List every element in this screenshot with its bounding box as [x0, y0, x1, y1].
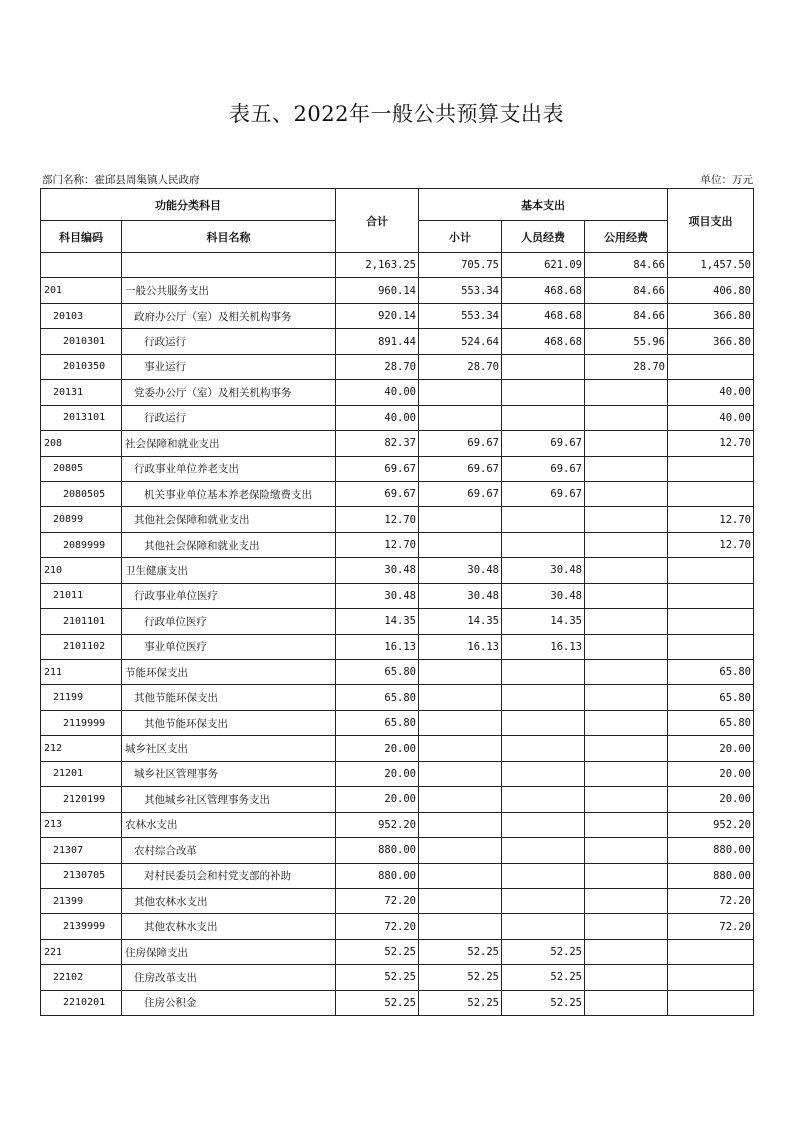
table-row: [41, 685, 754, 710]
cell-personnel: [502, 380, 585, 405]
cell-name: 机关事业单位基本养老保险缴费支出: [122, 481, 336, 506]
cell-project: 65.80: [668, 710, 754, 735]
cell-personnel: [502, 761, 585, 786]
cell-total: 52.25: [336, 939, 419, 964]
cell-personnel: 30.48: [502, 558, 585, 583]
cell-subtotal: 553.34: [419, 278, 502, 303]
cell-name: 其他农林水支出: [122, 914, 336, 939]
cell-public: 84.66: [585, 303, 668, 328]
cell-code: 201: [41, 278, 122, 303]
cell-name: 住房保障支出: [122, 939, 336, 964]
cell-name: 事业运行: [122, 354, 336, 379]
cell-total: 880.00: [336, 838, 419, 863]
table-row: [41, 990, 754, 1015]
cell-code: 2101101: [41, 609, 122, 634]
cell-total: 40.00: [336, 405, 419, 430]
cell-subtotal: [419, 888, 502, 913]
budget-table: [40, 188, 754, 1016]
cell-name: 其他节能环保支出: [122, 685, 336, 710]
table-row: [41, 507, 754, 532]
cell-personnel: 69.67: [502, 456, 585, 481]
cell-subtotal: [419, 812, 502, 837]
cell-name: 其他节能环保支出: [122, 710, 336, 735]
cell-project: 40.00: [668, 380, 754, 405]
cell-subtotal: 28.70: [419, 354, 502, 379]
cell-subtotal: [419, 380, 502, 405]
cell-public: [585, 812, 668, 837]
cell-personnel: [502, 354, 585, 379]
cell-subtotal: [419, 736, 502, 761]
cell-name: 卫生健康支出: [122, 558, 336, 583]
cell-project: [668, 634, 754, 659]
cell-total: 52.25: [336, 990, 419, 1015]
cell-project: 12.70: [668, 431, 754, 456]
cell-public: [585, 558, 668, 583]
cell-public: [585, 736, 668, 761]
cell-subtotal: 52.25: [419, 965, 502, 990]
cell-name: 住房公积金: [122, 990, 336, 1015]
cell-code: 21199: [41, 685, 122, 710]
cell-personnel: 52.25: [502, 990, 585, 1015]
cell-name: 社会保障和就业支出: [122, 431, 336, 456]
cell-public: [585, 888, 668, 913]
cell-code: 208: [41, 431, 122, 456]
cell-public: [585, 380, 668, 405]
department-name: 部门名称：霍邱县周集镇人民政府: [42, 174, 200, 186]
cell-code: 20131: [41, 380, 122, 405]
cell-personnel: 14.35: [502, 609, 585, 634]
table-row: [41, 965, 754, 990]
cell-personnel: [502, 812, 585, 837]
cell-name: 一般公共服务支出: [122, 278, 336, 303]
cell-total: 65.80: [336, 685, 419, 710]
cell-public: [585, 481, 668, 506]
cell-total: 891.44: [336, 329, 419, 354]
header-subtotal: 小计: [419, 221, 502, 253]
cell-personnel: 16.13: [502, 634, 585, 659]
table-row: [41, 863, 754, 888]
cell-code: 21011: [41, 583, 122, 608]
cell-total: 65.80: [336, 660, 419, 685]
cell-personnel: 468.68: [502, 278, 585, 303]
cell-name: 行政单位医疗: [122, 609, 336, 634]
cell-name: 农林水支出: [122, 812, 336, 837]
table-row: [41, 354, 754, 379]
cell-code: 20899: [41, 507, 122, 532]
cell-total: 52.25: [336, 965, 419, 990]
header-basic: 基本支出: [419, 189, 668, 221]
cell-total: 20.00: [336, 761, 419, 786]
cell-code: 2120199: [41, 787, 122, 812]
table-row: [41, 278, 754, 303]
cell-project: [668, 939, 754, 964]
cell-total: 960.14: [336, 278, 419, 303]
cell-code: 2010350: [41, 354, 122, 379]
unit-label: 单位：万元: [700, 174, 753, 186]
cell-project: 880.00: [668, 863, 754, 888]
cell-personnel: [502, 685, 585, 710]
cell-personnel: [502, 660, 585, 685]
cell-personnel: [502, 405, 585, 430]
cell-code: 21201: [41, 761, 122, 786]
cell-name: 行政运行: [122, 405, 336, 430]
cell-code: 20103: [41, 303, 122, 328]
cell-name: 住房改革支出: [122, 965, 336, 990]
cell-code: 211: [41, 660, 122, 685]
cell-total: 72.20: [336, 914, 419, 939]
cell-personnel: [502, 863, 585, 888]
cell-code: 22102: [41, 965, 122, 990]
cell-project: 366.80: [668, 303, 754, 328]
table-row: [41, 939, 754, 964]
cell-name: [122, 253, 336, 278]
cell-project: 40.00: [668, 405, 754, 430]
cell-code: 2210201: [41, 990, 122, 1015]
cell-subtotal: 16.13: [419, 634, 502, 659]
cell-public: [585, 990, 668, 1015]
cell-name: 其他社会保障和就业支出: [122, 507, 336, 532]
cell-code: 21307: [41, 838, 122, 863]
cell-project: 12.70: [668, 532, 754, 557]
cell-subtotal: 69.67: [419, 431, 502, 456]
cell-project: [668, 456, 754, 481]
table-row: [41, 532, 754, 557]
cell-project: [668, 965, 754, 990]
cell-name: 党委办公厅（室）及相关机构事务: [122, 380, 336, 405]
cell-name: 城乡社区支出: [122, 736, 336, 761]
header-public: 公用经费: [585, 221, 668, 253]
cell-personnel: [502, 888, 585, 913]
cell-project: 65.80: [668, 660, 754, 685]
cell-subtotal: [419, 914, 502, 939]
header-project: 项目支出: [668, 189, 754, 253]
cell-total: 82.37: [336, 431, 419, 456]
cell-total: 69.67: [336, 456, 419, 481]
table-row: [41, 405, 754, 430]
cell-name: 行政运行: [122, 329, 336, 354]
header-personnel: 人员经费: [502, 221, 585, 253]
table-row: [41, 609, 754, 634]
cell-public: 55.96: [585, 329, 668, 354]
cell-code: 213: [41, 812, 122, 837]
cell-public: [585, 787, 668, 812]
cell-personnel: 69.67: [502, 431, 585, 456]
cell-subtotal: [419, 507, 502, 532]
cell-public: [585, 507, 668, 532]
cell-code: 2080505: [41, 481, 122, 506]
cell-project: 12.70: [668, 507, 754, 532]
cell-subtotal: [419, 863, 502, 888]
cell-project: [668, 481, 754, 506]
report-meta: [42, 172, 753, 188]
cell-name: 行政事业单位医疗: [122, 583, 336, 608]
cell-name: 政府办公厅（室）及相关机构事务: [122, 303, 336, 328]
cell-subtotal: 52.25: [419, 990, 502, 1015]
cell-total: 12.70: [336, 532, 419, 557]
cell-total: 30.48: [336, 558, 419, 583]
cell-code: 21399: [41, 888, 122, 913]
cell-name: 对村民委员会和村党支部的补助: [122, 863, 336, 888]
cell-subtotal: 14.35: [419, 609, 502, 634]
cell-total: 65.80: [336, 710, 419, 735]
cell-code: 2139999: [41, 914, 122, 939]
table-body: [41, 253, 754, 1016]
table-header: [41, 189, 754, 253]
cell-code: 2119999: [41, 710, 122, 735]
cell-name: 节能环保支出: [122, 660, 336, 685]
cell-name: 行政事业单位养老支出: [122, 456, 336, 481]
cell-personnel: 69.67: [502, 481, 585, 506]
cell-public: [585, 583, 668, 608]
cell-code: 210: [41, 558, 122, 583]
table-row: [41, 380, 754, 405]
table-row: [41, 303, 754, 328]
table-row: [41, 710, 754, 735]
cell-subtotal: [419, 532, 502, 557]
cell-total: 20.00: [336, 736, 419, 761]
cell-total: 952.20: [336, 812, 419, 837]
cell-code: 2013101: [41, 405, 122, 430]
cell-personnel: 468.68: [502, 303, 585, 328]
cell-project: 72.20: [668, 888, 754, 913]
cell-total: 20.00: [336, 787, 419, 812]
cell-code: 20805: [41, 456, 122, 481]
cell-public: [585, 710, 668, 735]
cell-total: 2,163.25: [336, 253, 419, 278]
table-row: [41, 634, 754, 659]
cell-subtotal: [419, 761, 502, 786]
cell-public: [585, 532, 668, 557]
cell-subtotal: 52.25: [419, 939, 502, 964]
cell-public: 28.70: [585, 354, 668, 379]
cell-subtotal: [419, 787, 502, 812]
cell-name: 农村综合改革: [122, 838, 336, 863]
cell-project: 1,457.50: [668, 253, 754, 278]
table-row: [41, 812, 754, 837]
cell-project: [668, 990, 754, 1015]
cell-total: 40.00: [336, 380, 419, 405]
cell-code: 221: [41, 939, 122, 964]
cell-name: 事业单位医疗: [122, 634, 336, 659]
cell-subtotal: [419, 405, 502, 430]
table-row: [41, 456, 754, 481]
table-row: [41, 838, 754, 863]
cell-public: [585, 761, 668, 786]
cell-personnel: [502, 838, 585, 863]
cell-personnel: 468.68: [502, 329, 585, 354]
cell-public: [585, 685, 668, 710]
cell-project: 20.00: [668, 787, 754, 812]
cell-total: 16.13: [336, 634, 419, 659]
cell-code: 2130705: [41, 863, 122, 888]
cell-project: 880.00: [668, 838, 754, 863]
cell-public: 84.66: [585, 253, 668, 278]
table-row: [41, 431, 754, 456]
cell-public: [585, 965, 668, 990]
table-row: [41, 329, 754, 354]
cell-project: [668, 583, 754, 608]
table-row: [41, 736, 754, 761]
table-row: [41, 787, 754, 812]
cell-name: 城乡社区管理事务: [122, 761, 336, 786]
cell-project: 65.80: [668, 685, 754, 710]
cell-personnel: 621.09: [502, 253, 585, 278]
cell-project: 366.80: [668, 329, 754, 354]
cell-project: [668, 609, 754, 634]
cell-subtotal: 69.67: [419, 481, 502, 506]
page-title: 表五、2022年一般公共预算支出表: [229, 102, 564, 126]
cell-public: [585, 405, 668, 430]
cell-public: [585, 939, 668, 964]
cell-code: 212: [41, 736, 122, 761]
cell-project: 952.20: [668, 812, 754, 837]
header-name: 科目名称: [122, 221, 336, 253]
cell-personnel: 30.48: [502, 583, 585, 608]
cell-subtotal: [419, 838, 502, 863]
cell-personnel: [502, 787, 585, 812]
table-row: [41, 888, 754, 913]
cell-public: [585, 634, 668, 659]
cell-personnel: [502, 736, 585, 761]
cell-total: 30.48: [336, 583, 419, 608]
cell-public: 84.66: [585, 278, 668, 303]
cell-total: 28.70: [336, 354, 419, 379]
cell-personnel: 52.25: [502, 939, 585, 964]
cell-subtotal: [419, 660, 502, 685]
cell-project: [668, 354, 754, 379]
cell-public: [585, 914, 668, 939]
cell-name: 其他城乡社区管理事务支出: [122, 787, 336, 812]
cell-public: [585, 838, 668, 863]
cell-public: [585, 660, 668, 685]
cell-code: 2101102: [41, 634, 122, 659]
table-row: [41, 914, 754, 939]
cell-total: 920.14: [336, 303, 419, 328]
cell-public: [585, 456, 668, 481]
cell-subtotal: 30.48: [419, 558, 502, 583]
header-code: 科目编码: [41, 221, 122, 253]
table-row: [41, 558, 754, 583]
cell-project: 406.80: [668, 278, 754, 303]
cell-subtotal: 69.67: [419, 456, 502, 481]
cell-total: 14.35: [336, 609, 419, 634]
cell-code: [41, 253, 122, 278]
cell-subtotal: 30.48: [419, 583, 502, 608]
cell-total: 72.20: [336, 888, 419, 913]
cell-personnel: 52.25: [502, 965, 585, 990]
cell-public: [585, 431, 668, 456]
header-total: 合计: [336, 189, 419, 253]
cell-total: 880.00: [336, 863, 419, 888]
cell-public: [585, 609, 668, 634]
cell-personnel: [502, 507, 585, 532]
cell-project: 20.00: [668, 761, 754, 786]
table-row: [41, 253, 754, 278]
cell-total: 69.67: [336, 481, 419, 506]
cell-project: 72.20: [668, 914, 754, 939]
cell-total: 12.70: [336, 507, 419, 532]
table-row: [41, 481, 754, 506]
cell-subtotal: [419, 685, 502, 710]
header-func-class: 功能分类科目: [41, 189, 336, 221]
cell-personnel: [502, 532, 585, 557]
cell-project: [668, 558, 754, 583]
cell-code: 2010301: [41, 329, 122, 354]
table-row: [41, 761, 754, 786]
cell-project: 20.00: [668, 736, 754, 761]
cell-name: 其他社会保障和就业支出: [122, 532, 336, 557]
cell-subtotal: 553.34: [419, 303, 502, 328]
cell-code: 2089999: [41, 532, 122, 557]
table-row: [41, 583, 754, 608]
table-row: [41, 660, 754, 685]
cell-name: 其他农林水支出: [122, 888, 336, 913]
cell-subtotal: [419, 710, 502, 735]
cell-subtotal: 524.64: [419, 329, 502, 354]
cell-personnel: [502, 710, 585, 735]
cell-public: [585, 863, 668, 888]
cell-personnel: [502, 914, 585, 939]
cell-subtotal: 705.75: [419, 253, 502, 278]
